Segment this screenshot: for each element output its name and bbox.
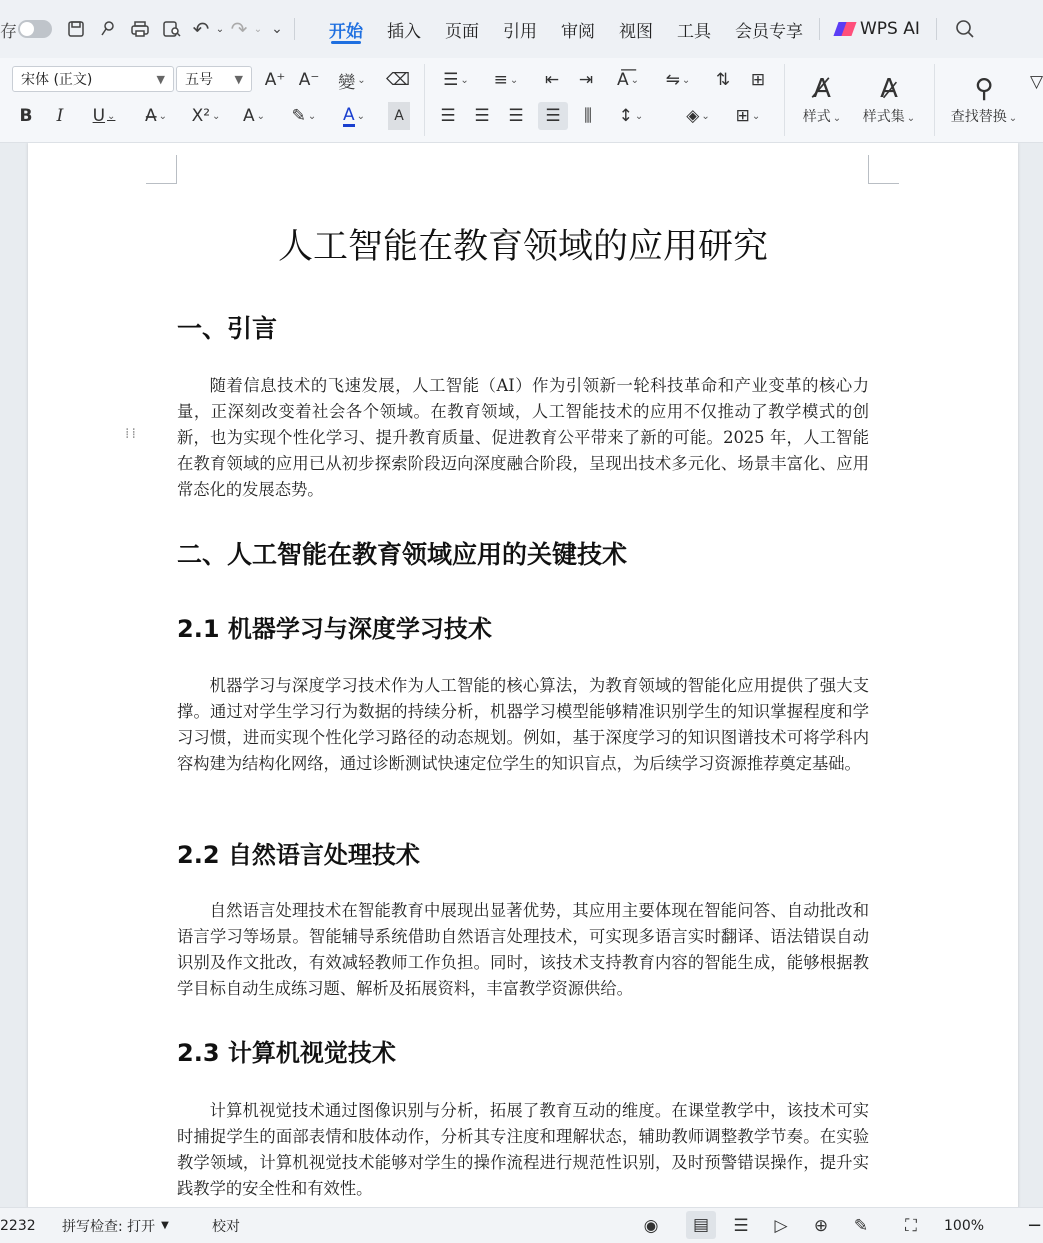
drag-handle-icon[interactable]: ⁞⁞ xyxy=(125,426,138,442)
shading-icon[interactable]: ◈ ⌄ xyxy=(686,106,710,126)
bullet-list-icon[interactable]: ☰ ⌄ xyxy=(443,70,469,90)
ribbon-tabs xyxy=(317,0,989,58)
tab-insert[interactable]: 插入 xyxy=(387,21,421,42)
menu-separator xyxy=(819,18,820,40)
heading-introduction: 一、引言 xyxy=(177,314,278,343)
play-icon[interactable]: ▷ xyxy=(774,1215,788,1236)
heading-machine-learning: 2.1 机器学习与深度学习技术 xyxy=(177,615,492,643)
margin-corner-mark xyxy=(868,155,899,184)
ribbon-separator xyxy=(424,64,425,136)
document-title: 人工智能在教育领域的应用研究 xyxy=(277,227,768,267)
align-right-icon[interactable]: ☰ xyxy=(508,106,524,126)
zoom-out-icon[interactable]: − xyxy=(1026,1215,1043,1236)
show-marks-icon[interactable]: ⊞ xyxy=(750,70,766,90)
heading-nlp: 2.2 自然语言处理技术 xyxy=(177,841,420,869)
print-icon[interactable] xyxy=(124,13,156,45)
font-name-value: 宋体 (正文) xyxy=(21,72,93,88)
autosave-toggle[interactable] xyxy=(18,20,52,38)
ribbon-separator xyxy=(784,64,785,136)
ribbon-home xyxy=(0,58,1043,143)
menu-separator xyxy=(294,18,295,40)
tab-home[interactable]: 开始 xyxy=(317,0,375,58)
tab-tools[interactable]: 工具 xyxy=(677,21,711,42)
style-set-button[interactable]: A̷ 样式集 ⌄ xyxy=(862,74,916,125)
find-replace-label: 查找替换 xyxy=(950,109,1007,125)
more-dropdown-icon[interactable]: ⌄ xyxy=(271,21,283,37)
font-size-select[interactable] xyxy=(176,66,252,92)
line-spacing-icon[interactable]: ↕ ⌄ xyxy=(618,106,644,126)
line-break-icon[interactable]: ⇋ ⌄ xyxy=(665,70,691,90)
proofread-button[interactable]: 校对 xyxy=(212,1218,240,1235)
undo-icon[interactable]: ↶ xyxy=(192,17,210,41)
search-icon: ⚲ xyxy=(974,74,994,104)
justify-icon[interactable]: ☰ xyxy=(538,102,568,130)
share-icon[interactable] xyxy=(92,13,124,45)
print-preview-icon[interactable] xyxy=(156,13,188,45)
font-color-icon[interactable]: A ⌄ xyxy=(342,104,366,125)
style-button[interactable]: A̸ 样式 ⌄ xyxy=(802,74,842,125)
increase-font-icon[interactable]: A⁺ xyxy=(264,70,286,90)
redo-dropdown-icon[interactable]: ⌄ xyxy=(253,23,263,35)
redo-icon[interactable]: ↷ xyxy=(230,17,248,41)
bold-icon[interactable]: B xyxy=(19,106,33,126)
zoom-level[interactable]: 100% xyxy=(944,1217,985,1234)
eye-icon[interactable]: ◉ xyxy=(643,1215,659,1236)
ribbon-separator xyxy=(934,64,935,136)
style-set-label: 样式集 xyxy=(862,109,905,125)
quick-access-toolbar xyxy=(0,0,290,58)
tab-member[interactable]: 会员专享 xyxy=(735,21,803,42)
paragraph-machine-learning: 机器学习与深度学习技术作为人工智能的核心算法，为教育领域的智能化应用提供了强大支撑。通过对学生学习行为数据的持续分析，机器学习模型能够精准识别学生的知识掌握程度和学习习惯，进而实现个性化学习路径的动态规划。例如，基于深度学习的知识图谱技术可将学科内容构建为结构化网络，通过诊断测试快速定位学生的知识盲点，为后续学习资源推荐奠定基础。 xyxy=(177,676,869,773)
increase-indent-icon[interactable]: ⇥ xyxy=(578,70,594,90)
tab-page[interactable]: 页面 xyxy=(445,21,479,42)
document-page[interactable] xyxy=(28,143,1018,1207)
find-replace-button[interactable]: ⚲ 查找替换 ⌄ xyxy=(950,74,1018,125)
fit-page-icon[interactable]: ⛶ xyxy=(905,1215,917,1236)
align-left-icon[interactable]: ☰ xyxy=(440,106,456,126)
clear-format-icon[interactable]: ⌫ xyxy=(385,70,411,90)
save-icon[interactable] xyxy=(60,13,92,45)
outline-view-icon[interactable]: ☰ xyxy=(733,1215,749,1236)
paragraph-nlp: 自然语言处理技术在智能教育中展现出显著优势，其应用主要体现在智能问答、自动批改和语言学习等场景。智能辅导系统借助自然语言处理技术，可实现多语言实时翻译、语法错误自动识别及作文批改，有效减轻教师工作负担。同时，该技术支持教育内容的智能生成，能够根据教学目标自动生成练习题、解析及拓展资料，丰富教学资源供给。 xyxy=(177,901,869,998)
underline-icon[interactable]: U ⌄ xyxy=(92,106,116,126)
heading-computer-vision: 2.3 计算机视觉技术 xyxy=(177,1039,396,1067)
wps-ai-label: WPS AI xyxy=(860,19,920,39)
italic-icon[interactable]: I xyxy=(56,106,64,126)
menu-bar xyxy=(0,0,1043,58)
chevron-down-icon: ▼ xyxy=(161,1220,169,1231)
sort-icon[interactable]: ⇅ xyxy=(715,70,731,90)
spellcheck-label: 拼写检查: 打开 xyxy=(62,1218,156,1235)
status-bar xyxy=(0,1207,1043,1243)
superscript-icon[interactable]: X² ⌄ xyxy=(191,106,221,126)
align-center-icon[interactable]: ☰ xyxy=(474,106,490,126)
strikethrough-icon[interactable]: A̶ ⌄ xyxy=(144,106,168,126)
word-count[interactable]: 2232 xyxy=(0,1217,36,1234)
menu-separator xyxy=(936,18,937,40)
document-area[interactable] xyxy=(0,143,1043,1207)
style-icon: A̸ xyxy=(813,74,831,104)
page-view-icon[interactable]: ▤ xyxy=(686,1211,716,1239)
tab-wps-ai[interactable] xyxy=(824,0,932,58)
margin-corner-mark xyxy=(146,155,177,184)
decrease-indent-icon[interactable]: ⇤ xyxy=(544,70,560,90)
web-view-icon[interactable]: ⊕ xyxy=(813,1215,829,1236)
char-shading-icon[interactable]: A xyxy=(388,102,410,130)
chevron-down-icon: ▼ xyxy=(156,72,165,86)
wps-ai-logo-icon xyxy=(836,22,854,36)
autosave-label: 存 xyxy=(0,21,17,42)
border-icon[interactable]: ⊞ ⌄ xyxy=(735,106,761,126)
pen-icon[interactable]: ✎ xyxy=(853,1215,869,1236)
text-effect-icon[interactable]: A ⌄ xyxy=(242,106,266,126)
numbered-list-icon[interactable]: ≡ ⌄ xyxy=(493,70,519,90)
font-size-value: 五号 xyxy=(185,72,213,88)
phonetic-guide-icon[interactable]: 變 ⌄ xyxy=(338,72,366,93)
distribute-icon[interactable]: ⫼ xyxy=(584,106,592,126)
tab-view[interactable]: 视图 xyxy=(619,21,653,42)
decrease-font-icon[interactable]: A⁻ xyxy=(298,70,320,90)
style-set-icon: A̷ xyxy=(880,74,898,104)
tab-review[interactable]: 审阅 xyxy=(561,21,595,42)
select-icon[interactable]: ▽ xyxy=(1030,72,1043,92)
search-icon[interactable] xyxy=(941,0,989,58)
paragraph-computer-vision: 计算机视觉技术通过图像识别与分析，拓展了教育互动的维度。在课堂教学中，该技术可实时捕捉学生的面部表情和肢体动作，分析其专注度和理解状态，辅助教师调整教学节奏。在实验教学领域，计算机视觉技术能够对学生的操作流程进行规范性识别，及时预警错误操作，提升实践教学的安全性和有效性。 xyxy=(177,1101,869,1198)
spellcheck-toggle[interactable] xyxy=(62,1208,169,1243)
tab-reference[interactable]: 引用 xyxy=(503,21,537,42)
paragraph-introduction: 随着信息技术的飞速发展，人工智能（AI）作为引领新一轮科技革命和产业变革的核心力量，正深刻改变着社会各个领域。在教育领域，人工智能技术的应用不仅推动了教学模式的创新，也为实现个性化学习、提升教育质量、促进教育公平带来了新的可能。2025 年，人工智能在教育领域的应用已从初步探索阶段迈向深度融合阶段，呈现出技术多元化、场景丰富化、应用常态化的发展态势。 xyxy=(177,376,869,499)
style-label: 样式 xyxy=(802,109,831,125)
font-name-select[interactable] xyxy=(12,66,174,92)
heading-key-technologies: 二、人工智能在教育领域应用的关键技术 xyxy=(177,540,628,569)
undo-dropdown-icon[interactable]: ⌄ xyxy=(215,23,225,35)
text-direction-icon[interactable]: A͞ ⌄ xyxy=(616,70,640,90)
highlight-icon[interactable]: ✎ ⌄ xyxy=(291,106,317,126)
chevron-down-icon: ▼ xyxy=(234,72,243,86)
